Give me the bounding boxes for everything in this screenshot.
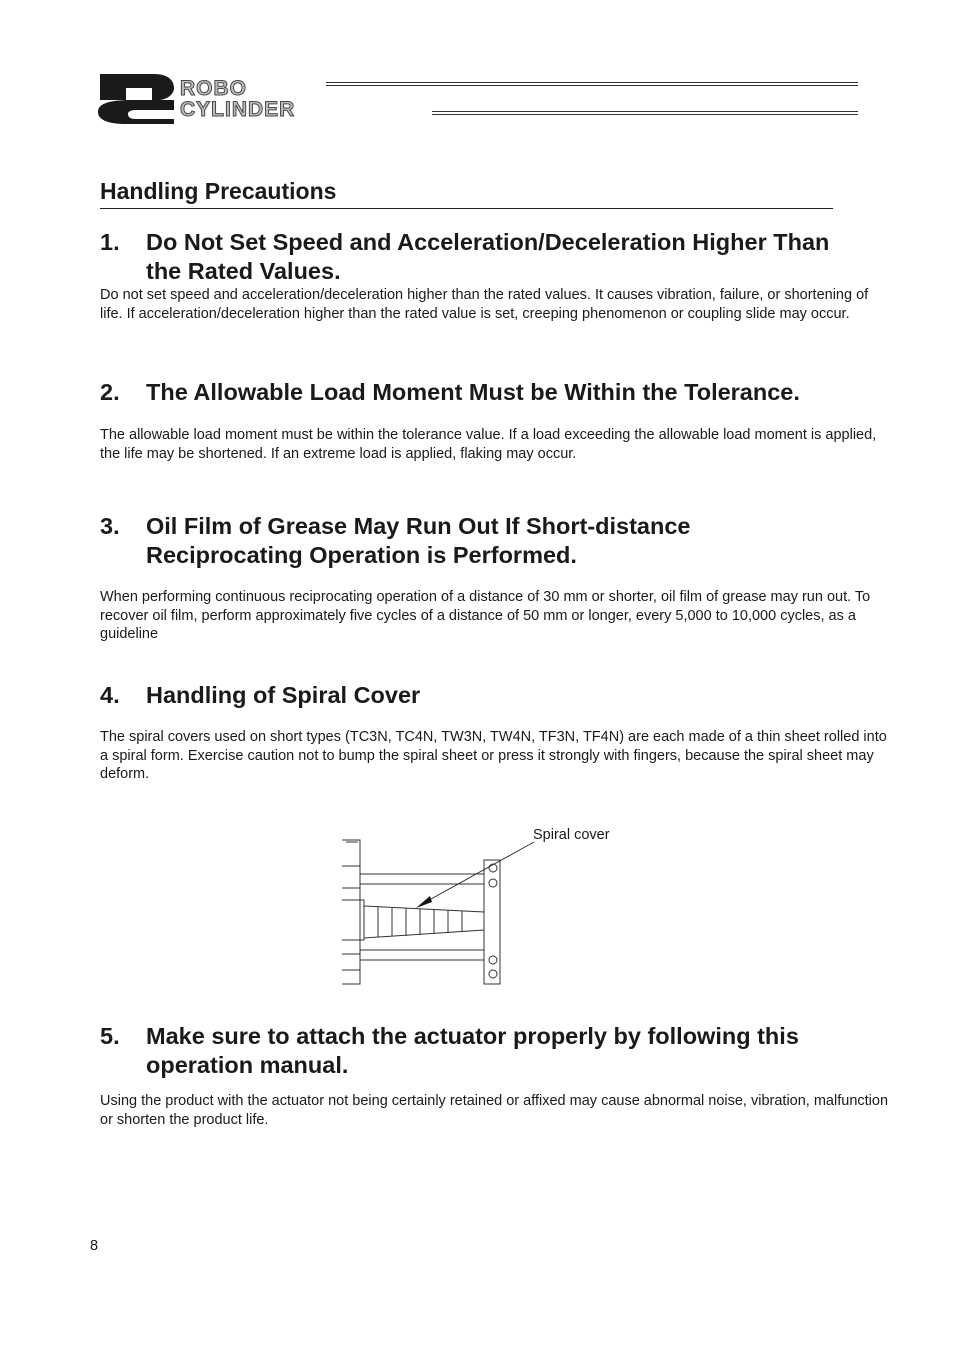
- heading-text: Make sure to attach the actuator properly by following this operation manual.: [146, 1023, 799, 1078]
- paragraph-item-3: When performing continuous reciprocating operation of a distance of 30 mm or shorter, oil film of grease may run out. To recover oil film, perform approximately five cycles of a distance of 50 mm or longer, every 5,000 to 10,000 cycles, as a guideline: [100, 589, 871, 642]
- header-rule-top-1: [326, 82, 858, 83]
- heading-text: The Allowable Load Moment Must be Within the Tolerance.: [146, 379, 800, 405]
- figure-label-spiral-cover: Spiral cover: [533, 827, 610, 843]
- paragraph-item-1: Do not set speed and acceleration/deceleration higher than the rated values. It causes vibration, failure, or shortening of life. If acceleration/deceleration higher than the rated value is set, creeping phenomenon or coupling slide may occur.: [100, 287, 869, 322]
- logo-text-cylinder: CYLINDER: [180, 98, 296, 121]
- heading-number: 1.: [100, 229, 120, 255]
- rc-logo-mark-icon: [96, 72, 176, 126]
- page-number: 8: [90, 1238, 99, 1254]
- heading-item-1: [100, 228, 900, 286]
- header-rule-bottom-1: [432, 111, 858, 112]
- heading-item-3: [100, 512, 900, 570]
- spiral-cover-diagram: [338, 820, 638, 990]
- heading-number: 5.: [100, 1023, 120, 1049]
- heading-number: 4.: [100, 682, 120, 708]
- paragraph-item-5: Using the product with the actuator not being certainly retained or affixed may cause abnormal noise, vibration, malfunction or shorten the product life.: [100, 1093, 889, 1128]
- arrow-head-icon: [416, 896, 432, 908]
- paragraph-item-2: The allowable load moment must be within the tolerance value. If a load exceeding the allowable load moment is applied, the life may be shortened. If an extreme load is applied, flaking may occur.: [100, 427, 877, 462]
- section-title: Handling Precautions: [100, 178, 833, 209]
- robo-cylinder-logo: [96, 72, 426, 126]
- heading-number: 3.: [100, 513, 120, 539]
- header-rule-bottom-2: [432, 114, 858, 115]
- heading-text: Oil Film of Grease May Run Out If Short-distance Reciprocating Operation is Performed.: [146, 513, 691, 568]
- logo-text-robo: ROBO: [180, 77, 247, 100]
- heading-item-5: [100, 1022, 900, 1080]
- heading-text: Do Not Set Speed and Acceleration/Deceleration Higher Than the Rated Values.: [146, 229, 830, 284]
- heading-text: Handling of Spiral Cover: [146, 682, 421, 708]
- heading-item-2: [100, 378, 900, 407]
- paragraph-item-4: The spiral covers used on short types (TC3N, TC4N, TW3N, TW4N, TF3N, TF4N) are each made of a thin sheet rolled into a spiral form. Exercise caution not to bump the spiral sheet or press it strongly with fingers, because the spiral sheet may deform.: [100, 729, 887, 782]
- header-rule-top-2: [326, 85, 858, 86]
- heading-item-4: [100, 681, 900, 710]
- heading-number: 2.: [100, 379, 120, 405]
